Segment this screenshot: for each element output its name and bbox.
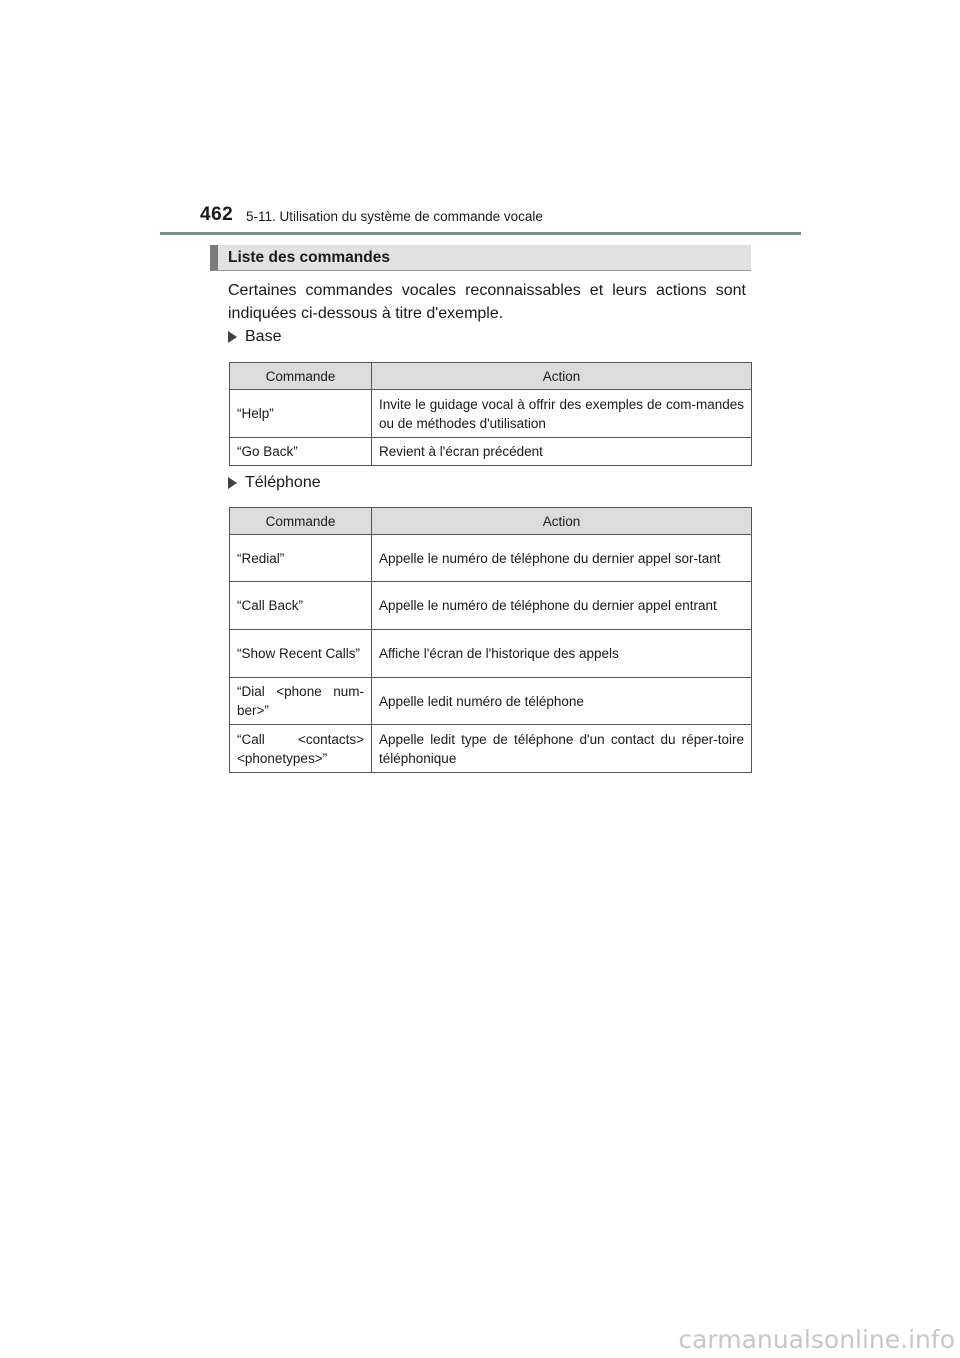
section-title: Liste des commandes bbox=[228, 249, 390, 266]
subheading-phone bbox=[228, 474, 321, 492]
action-cell: Appelle le numéro de téléphone du dernier appel sor-tant bbox=[372, 535, 752, 582]
base-commands-table bbox=[229, 362, 752, 466]
table-row bbox=[230, 535, 752, 582]
table-row bbox=[230, 582, 752, 630]
page-number: 462 bbox=[200, 204, 234, 225]
command-cell: “Show Recent Calls” bbox=[230, 630, 372, 678]
watermark: carmanualsonline.info bbox=[678, 1325, 955, 1354]
column-header-action: Action bbox=[372, 363, 752, 390]
action-cell: Appelle le numéro de téléphone du dernier appel entrant bbox=[372, 582, 752, 630]
table-row bbox=[230, 678, 752, 725]
table-row bbox=[230, 630, 752, 678]
table-row bbox=[230, 725, 752, 773]
table-header-row bbox=[230, 508, 752, 535]
command-cell: “Call Back” bbox=[230, 582, 372, 630]
action-cell: Invite le guidage vocal à offrir des exemples de com-mandes ou de méthodes d'utilisation bbox=[372, 390, 752, 438]
action-cell: Appelle ledit numéro de téléphone bbox=[372, 678, 752, 725]
command-cell: “Go Back” bbox=[230, 438, 372, 466]
triangle-bullet-icon bbox=[228, 477, 237, 489]
subheading-base bbox=[228, 328, 281, 346]
table-header-row bbox=[230, 363, 752, 390]
subheading-base-label: Base bbox=[245, 328, 282, 345]
action-cell: Revient à l'écran précédent bbox=[372, 438, 752, 466]
action-cell: Affiche l'écran de l'historique des appels bbox=[372, 630, 752, 678]
intro-paragraph: Certaines commandes vocales reconnaissables et leurs actions sont indiquées ci-dessous à titre d'exemple. bbox=[228, 282, 746, 322]
column-header-command: Commande bbox=[230, 508, 372, 535]
command-cell: “Dial <phone num-ber>” bbox=[230, 678, 372, 725]
section-title-bar bbox=[210, 245, 751, 271]
table-row bbox=[230, 390, 752, 438]
section-header: 5-11. Utilisation du système de commande vocale bbox=[246, 209, 543, 224]
triangle-bullet-icon bbox=[228, 331, 237, 343]
column-header-command: Commande bbox=[230, 363, 372, 390]
table-row bbox=[230, 438, 752, 466]
command-cell: “Redial” bbox=[230, 535, 372, 582]
command-cell: “Help” bbox=[230, 390, 372, 438]
command-cell: “Call <contacts> <phonetypes>” bbox=[230, 725, 372, 773]
action-cell: Appelle ledit type de téléphone d'un contact du réper-toire téléphonique bbox=[372, 725, 752, 773]
header-rule bbox=[160, 232, 801, 235]
subheading-phone-label: Téléphone bbox=[245, 474, 321, 491]
phone-commands-table bbox=[229, 507, 752, 773]
column-header-action: Action bbox=[372, 508, 752, 535]
